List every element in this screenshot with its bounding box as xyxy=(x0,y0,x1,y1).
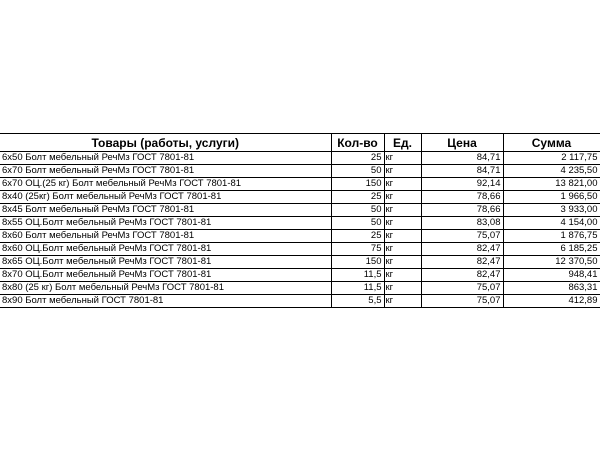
cell-price: 92,14 xyxy=(421,178,503,191)
header-unit: Ед. xyxy=(384,134,421,152)
cell-goods-name: 8х70 ОЦ.Болт мебельный РечМз ГОСТ 7801-81 xyxy=(0,269,331,282)
cell-sum: 948,41 xyxy=(503,269,600,282)
cell-sum: 13 821,00 xyxy=(503,178,600,191)
cell-unit: кг xyxy=(384,165,421,178)
cell-quantity: 25 xyxy=(331,191,384,204)
cell-quantity: 75 xyxy=(331,243,384,256)
table-header xyxy=(0,134,600,152)
cell-sum: 2 117,75 xyxy=(503,152,600,165)
table-row xyxy=(0,217,600,230)
cell-sum: 863,31 xyxy=(503,282,600,295)
cell-unit: кг xyxy=(384,243,421,256)
cell-unit: кг xyxy=(384,191,421,204)
table-row xyxy=(0,256,600,269)
header-row xyxy=(0,134,600,152)
cell-price: 84,71 xyxy=(421,165,503,178)
goods-table-region xyxy=(0,133,600,308)
table-row xyxy=(0,204,600,217)
cell-quantity: 50 xyxy=(331,204,384,217)
header-goods: Товары (работы, услуги) xyxy=(0,134,331,152)
cell-goods-name: 8х90 Болт мебельный ГОСТ 7801-81 xyxy=(0,295,331,308)
cell-goods-name: 6х70 Болт мебельный РечМз ГОСТ 7801-81 xyxy=(0,165,331,178)
table-row xyxy=(0,152,600,165)
cell-unit: кг xyxy=(384,217,421,230)
cell-sum: 6 185,25 xyxy=(503,243,600,256)
cell-sum: 4 154,00 xyxy=(503,217,600,230)
cell-quantity: 25 xyxy=(331,152,384,165)
cell-unit: кг xyxy=(384,282,421,295)
cell-price: 83,08 xyxy=(421,217,503,230)
cell-price: 75,07 xyxy=(421,230,503,243)
cell-unit: кг xyxy=(384,256,421,269)
cell-goods-name: 8х40 (25кг) Болт мебельный РечМз ГОСТ 7801-81 xyxy=(0,191,331,204)
cell-sum: 3 933,00 xyxy=(503,204,600,217)
cell-unit: кг xyxy=(384,204,421,217)
cell-price: 75,07 xyxy=(421,282,503,295)
table-row xyxy=(0,243,600,256)
cell-quantity: 11,5 xyxy=(331,269,384,282)
cell-unit: кг xyxy=(384,295,421,308)
cell-goods-name: 8х80 (25 кг) Болт мебельный РечМз ГОСТ 7801-81 xyxy=(0,282,331,295)
table-row xyxy=(0,295,600,308)
header-price: Цена xyxy=(421,134,503,152)
header-quantity: Кол-во xyxy=(331,134,384,152)
cell-price: 84,71 xyxy=(421,152,503,165)
cell-sum: 12 370,50 xyxy=(503,256,600,269)
cell-unit: кг xyxy=(384,178,421,191)
header-sum: Сумма xyxy=(503,134,600,152)
cell-goods-name: 8х60 Болт мебельный РечМз ГОСТ 7801-81 xyxy=(0,230,331,243)
cell-goods-name: 8х45 Болт мебельный РечМз ГОСТ 7801-81 xyxy=(0,204,331,217)
cell-sum: 4 235,50 xyxy=(503,165,600,178)
cell-goods-name: 6х50 Болт мебельный РечМз ГОСТ 7801-81 xyxy=(0,152,331,165)
cell-price: 75,07 xyxy=(421,295,503,308)
cell-unit: кг xyxy=(384,230,421,243)
cell-price: 82,47 xyxy=(421,243,503,256)
cell-quantity: 150 xyxy=(331,178,384,191)
table-row xyxy=(0,282,600,295)
cell-goods-name: 8х60 ОЦ.Болт мебельный РечМз ГОСТ 7801-81 xyxy=(0,243,331,256)
cell-goods-name: 6х70 ОЦ.(25 кг) Болт мебельный РечМз ГОСТ 7801-81 xyxy=(0,178,331,191)
cell-sum: 412,89 xyxy=(503,295,600,308)
cell-quantity: 11,5 xyxy=(331,282,384,295)
table-row xyxy=(0,230,600,243)
cell-sum: 1 966,50 xyxy=(503,191,600,204)
cell-quantity: 5,5 xyxy=(331,295,384,308)
cell-unit: кг xyxy=(384,152,421,165)
cell-quantity: 150 xyxy=(331,256,384,269)
table-body xyxy=(0,152,600,308)
table-row xyxy=(0,165,600,178)
table-row xyxy=(0,191,600,204)
cell-price: 78,66 xyxy=(421,191,503,204)
cell-unit: кг xyxy=(384,269,421,282)
cell-sum: 1 876,75 xyxy=(503,230,600,243)
table-row xyxy=(0,269,600,282)
table-row xyxy=(0,178,600,191)
goods-table xyxy=(0,133,600,308)
cell-price: 82,47 xyxy=(421,269,503,282)
cell-price: 82,47 xyxy=(421,256,503,269)
cell-quantity: 50 xyxy=(331,217,384,230)
cell-quantity: 25 xyxy=(331,230,384,243)
cell-goods-name: 8х65 ОЦ.Болт мебельный РечМз ГОСТ 7801-81 xyxy=(0,256,331,269)
cell-quantity: 50 xyxy=(331,165,384,178)
cell-price: 78,66 xyxy=(421,204,503,217)
cell-goods-name: 8х55 ОЦ.Болт мебельный РечМз ГОСТ 7801-81 xyxy=(0,217,331,230)
